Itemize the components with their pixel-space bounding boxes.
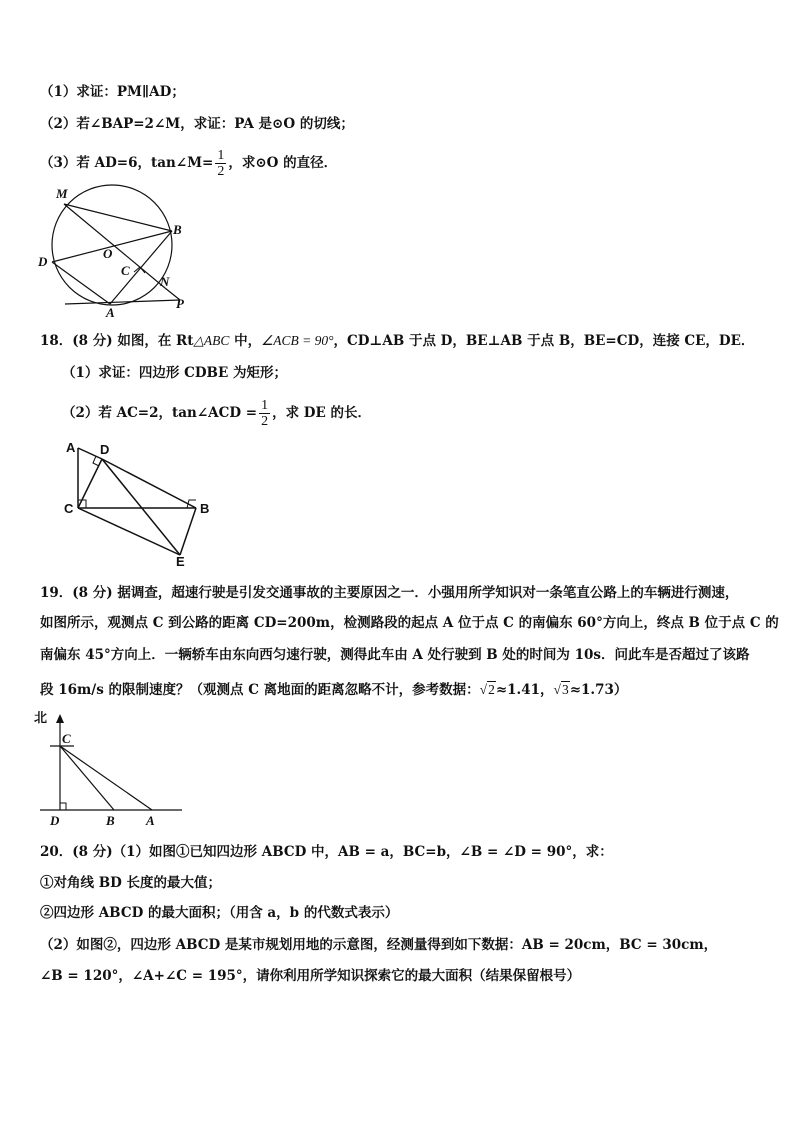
label-a: A [66,440,76,455]
sqrt-three: √3 [553,682,569,697]
q19-line1: 19．(8 分) 据调查，超速行驶是引发交通事故的主要原因之一．小强用所学知识对一条笔直公路上的车辆进行测速， [40,585,739,601]
label-north: 北 [34,710,48,725]
q17-part1: （1）求证：PM∥AD； [40,84,185,100]
label-c: C [62,731,71,746]
label-d: D [100,442,110,457]
q19-line4 [40,680,627,700]
q19-road-figure [34,710,194,830]
right-angle-mark-d [60,803,66,810]
q19-line3: 南偏东 45°方向上．一辆轿车由东向西匀速行驶，测得此车由 A 处行驶到 B 处的时间为 10s．问此车是否超过了该路 [40,647,750,663]
label-b: B [106,813,115,828]
label-d: D [38,254,48,269]
segment-ce [78,508,180,555]
label-p: P [176,296,184,311]
q18-part2-prefix: （2）若 AC=2，tan∠ACD = [62,405,258,421]
north-arrow-icon [56,714,64,723]
radicand: 2 [488,682,495,697]
q17-part3 [40,148,337,179]
segment-da [52,262,110,304]
q20-line4: （2）如图②，四边形 ABCD 是某市规划用地的示意图，经测量得到如下数据：AB = 20cm，BC = 30cm， [40,937,718,953]
q19-line4-prefix: 段 16m/s 的限制速度？（观测点 C 离地面的距离忽略不计，参考数据： [40,682,480,698]
label-c: C [64,501,74,516]
q17-circle-figure [30,182,200,320]
label-d: D [50,813,60,828]
sqrt-two: √2 [479,682,495,697]
fraction-numerator: 1 [261,398,269,413]
q20-line3: ②四边形 ABCD 的最大面积；（用含 a，b 的代数式表示） [40,905,399,921]
q17-part3-prefix: （3）若 AD=6，tan∠M= [40,155,214,171]
label-c: C [121,263,130,278]
q18-stem [40,331,754,351]
q18-part2 [62,398,371,429]
tangent-line-ap [65,300,180,304]
label-b: B [200,501,210,516]
q19-approx2: ≈1.73） [569,682,628,698]
fraction-denominator: 2 [217,164,225,179]
segment-de [102,459,180,555]
label-m: M [56,186,68,201]
q19-approx1: ≈1.41， [495,682,554,698]
q18-stem-start: 18．(8 分) 如图，在 Rt [40,333,194,349]
segment-be [180,508,196,555]
q18-stem-end: ，CD⊥AB 于点 D，BE⊥AB 于点 B，BE=CD，连接 CE，DE． [333,333,755,349]
q18-angle: ∠ACB = 90° [261,333,334,348]
q18-part2-suffix: ，求 DE 的长． [272,405,371,421]
q18-rectangle-figure [60,438,220,568]
q18-stem-mid: 中， [229,333,262,349]
segment-db [102,459,196,508]
q20-line5: ∠B = 120°，∠A+∠C = 195°，请你利用所学知识探索它的最大面积（结果保留根号） [40,968,581,984]
label-e: E [176,554,185,569]
label-a: A [106,305,115,320]
q18-part1: （1）求证：四边形 CDBE 为矩形； [62,365,287,381]
label-n: N [160,274,170,289]
label-b: B [173,222,182,237]
fraction-numerator: 1 [217,148,225,163]
segment-cd [78,459,102,508]
q17-tan-fraction [215,148,226,179]
label-a: A [146,813,155,828]
radicand: 3 [561,682,569,697]
fraction-denominator: 2 [261,414,269,429]
q18-tan-fraction [259,398,270,429]
q17-part2: （2）若∠BAP=2∠M，求证：PA 是⊙O 的切线； [40,116,354,132]
q19-line2: 如图所示，观测点 C 到公路的距离 CD=200m，检测路段的起点 A 位于点 C 的南偏东 60°方向上，终点 B 位于点 C 的 [40,615,779,631]
label-o: O [103,246,113,261]
q20-line2: ①对角线 BD 长度的最大值； [40,875,222,891]
q18-triangle: △ABC [193,333,230,348]
q17-part3-suffix: ，求⊙O 的直径． [228,155,338,171]
segment-ad [78,448,102,459]
circle-o [52,185,172,305]
q20-line1: 20．(8 分)（1）如图①已知四边形 ABCD 中，AB = a，BC=b，∠B = ∠D = 90°，求： [40,844,613,860]
